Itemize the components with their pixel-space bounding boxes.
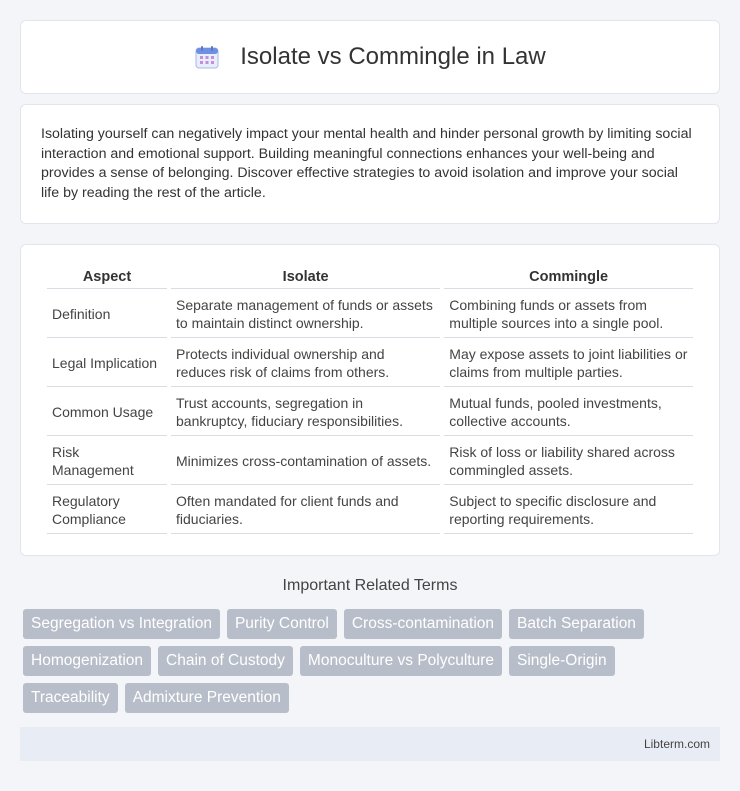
related-terms-title: Important Related Terms bbox=[282, 577, 458, 594]
row-aspect: Legal Implication bbox=[47, 338, 167, 387]
header-isolate: Isolate bbox=[171, 265, 440, 289]
related-term-tag[interactable]: Admixture Prevention bbox=[125, 683, 289, 713]
row-commingle: Subject to specific disclosure and reporting requirements. bbox=[444, 485, 693, 534]
related-term-tag[interactable]: Batch Separation bbox=[509, 609, 644, 639]
row-commingle: May expose assets to joint liabilities or claims from multiple parties. bbox=[444, 338, 693, 387]
calendar-icon bbox=[194, 44, 220, 70]
header-commingle: Commingle bbox=[444, 265, 693, 289]
row-aspect: Common Usage bbox=[47, 387, 167, 436]
row-isolate: Protects individual ownership and reduces risk of claims from others. bbox=[171, 338, 440, 387]
table-row bbox=[47, 485, 693, 534]
comparison-table bbox=[43, 265, 697, 534]
related-term-tag[interactable]: Cross-contamination bbox=[344, 609, 502, 639]
row-isolate: Trust accounts, segregation in bankruptcy, fiduciary responsibilities. bbox=[171, 387, 440, 436]
page-title: Isolate vs Commingle in Law bbox=[240, 43, 546, 70]
related-term-tag[interactable]: Homogenization bbox=[23, 646, 151, 676]
intro-text: Isolating yourself can negatively impact your mental health and hinder personal growth by limiting social interaction and emotional support. Building meaningful connections enhances your well-being and provides a sense of belonging. Discover effective strategies to avoid isolation and improve your social life by reading the rest of the article. bbox=[41, 126, 692, 201]
related-term-tag[interactable]: Chain of Custody bbox=[158, 646, 293, 676]
row-commingle: Mutual funds, pooled investments, collective accounts. bbox=[444, 387, 693, 436]
table-row bbox=[47, 387, 693, 436]
comparison-table-card bbox=[20, 244, 720, 556]
related-term-tag[interactable]: Segregation vs Integration bbox=[23, 609, 220, 639]
related-term-tag[interactable]: Single-Origin bbox=[509, 646, 615, 676]
header-card bbox=[20, 20, 720, 94]
footer bbox=[20, 727, 720, 761]
related-term-tag[interactable]: Monoculture vs Polyculture bbox=[300, 646, 502, 676]
row-isolate: Minimizes cross-contamination of assets. bbox=[171, 436, 440, 485]
row-aspect: Regulatory Compliance bbox=[47, 485, 167, 534]
row-isolate: Often mandated for client funds and fiduciaries. bbox=[171, 485, 440, 534]
footer-site-link[interactable]: Libterm.com bbox=[643, 737, 710, 751]
related-terms-list bbox=[23, 609, 723, 720]
header-aspect: Aspect bbox=[47, 265, 167, 289]
row-commingle: Risk of loss or liability shared across commingled assets. bbox=[444, 436, 693, 485]
table-row bbox=[47, 436, 693, 485]
row-isolate: Separate management of funds or assets to maintain distinct ownership. bbox=[171, 289, 440, 338]
table-row bbox=[47, 289, 693, 338]
related-term-tag[interactable]: Purity Control bbox=[227, 609, 337, 639]
related-term-tag[interactable]: Traceability bbox=[23, 683, 118, 713]
table-header-row bbox=[47, 265, 693, 289]
row-aspect: Risk Management bbox=[47, 436, 167, 485]
intro-card bbox=[20, 104, 720, 224]
row-aspect: Definition bbox=[47, 289, 167, 338]
row-commingle: Combining funds or assets from multiple sources into a single pool. bbox=[444, 289, 693, 338]
table-row bbox=[47, 338, 693, 387]
